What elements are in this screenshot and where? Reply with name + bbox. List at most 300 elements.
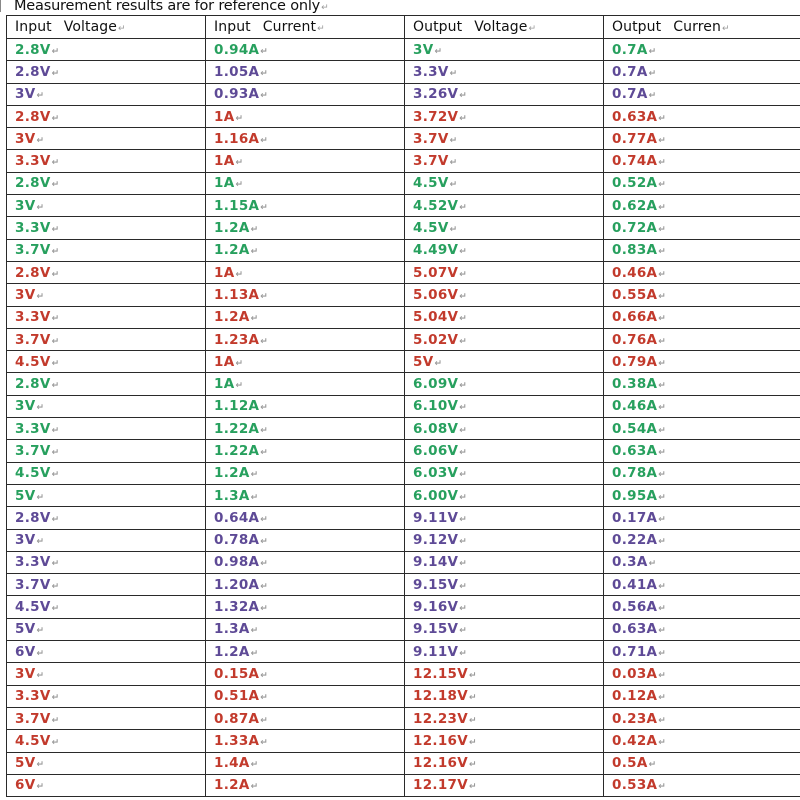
paragraph-mark-icon: ↵: [459, 314, 468, 325]
output-voltage-cell: [405, 39, 604, 61]
input-current-cell: [206, 172, 405, 194]
input-voltage-cell: [7, 484, 206, 506]
output-voltage-cell: [405, 551, 604, 573]
cell-value: 5.04V: [413, 309, 459, 326]
output-current-cell: [604, 217, 800, 239]
input-current-cell: [206, 641, 405, 663]
output-voltage-cell: [405, 596, 604, 618]
input-voltage-cell: [7, 395, 206, 417]
paragraph-mark-icon: ↵: [648, 559, 657, 570]
header-label: Output Voltage: [413, 19, 528, 35]
cell-value: 3V: [15, 665, 36, 682]
paragraph-mark-icon: ↵: [468, 715, 477, 726]
input-voltage-cell: [7, 551, 206, 573]
input-current-cell: [206, 596, 405, 618]
cell-value: 1.4A: [214, 755, 250, 772]
cell-value: 2.8V: [15, 264, 51, 281]
output-current-cell: [604, 707, 800, 729]
output-voltage-cell: [405, 61, 604, 83]
cell-value: 0.54A: [612, 420, 658, 437]
output-current-cell: [604, 663, 800, 685]
table-row: [7, 217, 800, 239]
output-voltage-cell: [405, 351, 604, 373]
paragraph-mark-icon: ↵: [658, 403, 667, 414]
paragraph-mark-icon: ↵: [658, 381, 667, 392]
paragraph-mark-icon: ↵: [449, 135, 458, 146]
output-voltage-cell: [405, 462, 604, 484]
output-voltage-cell: [405, 730, 604, 752]
output-voltage-cell: [405, 774, 604, 796]
output-voltage-cell: [405, 217, 604, 239]
paragraph-mark-icon: ↵: [658, 470, 667, 481]
table-row: [7, 172, 800, 194]
paragraph-mark-icon: ↵: [250, 314, 259, 325]
paragraph-mark-icon: ↵: [260, 604, 269, 615]
paragraph-mark-icon: ↵: [51, 715, 60, 726]
paragraph-mark-icon: ↵: [51, 358, 60, 369]
paragraph-mark-icon: ↵: [459, 202, 468, 213]
paragraph-mark-icon: ↵: [260, 291, 269, 302]
cell-value: 1.2A: [214, 220, 250, 237]
cell-value: 6.06V: [413, 442, 459, 459]
paragraph-mark-icon: ↵: [648, 68, 657, 79]
cell-value: 0.46A: [612, 398, 658, 415]
paragraph-mark-icon: ↵: [658, 737, 667, 748]
cell-value: 0.55A: [612, 286, 658, 303]
table-row: [7, 284, 800, 306]
cell-value: 0.78A: [214, 532, 260, 549]
paragraph-mark-icon: ↵: [51, 113, 60, 124]
input-voltage-cell: [7, 128, 206, 150]
paragraph-mark-icon: ↵: [51, 604, 60, 615]
cell-value: 12.23V: [413, 710, 468, 727]
input-current-cell: [206, 730, 405, 752]
cell-value: 9.15V: [413, 576, 459, 593]
output-current-cell: [604, 105, 800, 127]
header-row: [7, 16, 800, 39]
output-voltage-cell: [405, 306, 604, 328]
cell-value: 5V: [413, 353, 434, 370]
paragraph-mark-icon: ↵: [434, 358, 443, 369]
paragraph-mark-icon: ↵: [51, 180, 60, 191]
paragraph-mark-icon: ↵: [260, 559, 269, 570]
paragraph-mark-icon: ↵: [260, 670, 269, 681]
input-current-cell: [206, 128, 405, 150]
cell-value: 0.5A: [612, 755, 648, 772]
cell-value: 0.76A: [612, 331, 658, 348]
input-current-cell: [206, 105, 405, 127]
paragraph-mark-icon: ↵: [36, 760, 45, 771]
paragraph-mark-icon: ↵: [36, 670, 45, 681]
paragraph-mark-icon: ↵: [459, 648, 468, 659]
cell-value: 0.51A: [214, 688, 260, 705]
input-voltage-cell: [7, 663, 206, 685]
paragraph-mark-icon: ↵: [658, 626, 667, 637]
paragraph-mark-icon: ↵: [449, 180, 458, 191]
cell-value: 1.13A: [214, 286, 260, 303]
cell-value: 3.7V: [15, 576, 51, 593]
paragraph-mark-icon: ↵: [51, 381, 60, 392]
cell-value: 4.5V: [413, 175, 449, 192]
table-row: [7, 707, 800, 729]
cell-value: 1.2A: [214, 242, 250, 259]
cell-value: 1A: [214, 153, 235, 170]
paragraph-mark-icon: ↵: [36, 135, 45, 146]
output-voltage-cell: [405, 150, 604, 172]
cell-value: 4.5V: [15, 599, 51, 616]
output-current-cell: [604, 596, 800, 618]
paragraph-mark-icon: ↵: [260, 737, 269, 748]
paragraph-mark-icon: ↵: [658, 314, 667, 325]
paragraph-mark-icon: ↵: [528, 24, 537, 34]
input-voltage-cell: [7, 707, 206, 729]
cell-value: 6.10V: [413, 398, 459, 415]
paragraph-mark-icon: ↵: [36, 91, 45, 102]
cell-value: 9.12V: [413, 532, 459, 549]
output-voltage-cell: [405, 484, 604, 506]
cell-value: 6.08V: [413, 420, 459, 437]
input-current-cell: [206, 61, 405, 83]
cell-value: 0.79A: [612, 353, 658, 370]
paragraph-mark-icon: ↵: [260, 46, 269, 57]
output-voltage-cell: [405, 685, 604, 707]
cell-value: 1.33A: [214, 732, 260, 749]
cell-value: 9.16V: [413, 599, 459, 616]
paragraph-mark-icon: ↵: [51, 158, 60, 169]
input-voltage-cell: [7, 752, 206, 774]
table-row: [7, 529, 800, 551]
cell-value: 3.3V: [413, 63, 449, 80]
paragraph-mark-icon: ↵: [459, 425, 468, 436]
input-voltage-cell: [7, 105, 206, 127]
output-voltage-cell: [405, 172, 604, 194]
table-row: [7, 83, 800, 105]
input-current-cell: [206, 529, 405, 551]
cell-value: 1.05A: [214, 63, 260, 80]
input-voltage-cell: [7, 529, 206, 551]
paragraph-mark-icon: ↵: [260, 91, 269, 102]
paragraph-mark-icon: ↵: [459, 269, 468, 280]
paragraph-mark-icon: ↵: [51, 68, 60, 79]
paragraph-mark-icon: ↵: [449, 225, 458, 236]
paragraph-mark-icon: ↵: [658, 358, 667, 369]
cell-value: 0.78A: [612, 465, 658, 482]
cell-value: 1.20A: [214, 576, 260, 593]
input-voltage-cell: [7, 574, 206, 596]
input-current-cell: [206, 39, 405, 61]
paragraph-mark-icon: ↵: [468, 670, 477, 681]
input-voltage-cell: [7, 730, 206, 752]
paragraph-mark-icon: ↵: [459, 247, 468, 258]
paragraph-mark-icon: ↵: [658, 291, 667, 302]
output-current-cell: [604, 306, 800, 328]
cell-value: 6V: [15, 777, 36, 794]
cell-value: 2.8V: [15, 41, 51, 58]
input-current-cell: [206, 351, 405, 373]
table-row: [7, 462, 800, 484]
cell-value: 0.7A: [612, 41, 648, 58]
cell-value: 3V: [15, 398, 36, 415]
cell-value: 0.38A: [612, 376, 658, 393]
output-current-cell: [604, 418, 800, 440]
paragraph-mark-icon: ↵: [51, 470, 60, 481]
output-current-cell: [604, 261, 800, 283]
paragraph-mark-icon: ↵: [250, 470, 259, 481]
input-current-cell: [206, 484, 405, 506]
cell-value: 0.63A: [612, 108, 658, 125]
header-input-voltage: [7, 16, 206, 39]
table-row: [7, 373, 800, 395]
paragraph-mark-icon: ↵: [117, 24, 126, 34]
cell-value: 3.7V: [413, 130, 449, 147]
table-row: [7, 507, 800, 529]
input-voltage-cell: [7, 306, 206, 328]
paragraph-mark-icon: ↵: [36, 537, 45, 548]
paragraph-mark-icon: ↵: [36, 403, 45, 414]
cell-value: 0.7A: [612, 86, 648, 103]
output-current-cell: [604, 328, 800, 350]
output-voltage-cell: [405, 128, 604, 150]
input-voltage-cell: [7, 328, 206, 350]
cell-value: 6.09V: [413, 376, 459, 393]
paragraph-mark-icon: ↵: [468, 693, 477, 704]
cell-value: 0.7A: [612, 63, 648, 80]
paragraph-mark-icon: ↵: [250, 760, 259, 771]
output-current-cell: [604, 373, 800, 395]
cell-value: 0.23A: [612, 710, 658, 727]
input-current-cell: [206, 774, 405, 796]
cell-value: 0.42A: [612, 732, 658, 749]
input-voltage-cell: [7, 507, 206, 529]
caption-text: Measurement results are for reference only: [14, 0, 321, 14]
cell-value: 9.11V: [413, 643, 459, 660]
paragraph-mark-icon: ↵: [260, 581, 269, 592]
header-label: Input Current: [214, 19, 317, 35]
paragraph-mark-icon: ↵: [459, 537, 468, 548]
paragraph-mark-icon: ↵: [459, 91, 468, 102]
output-current-cell: [604, 685, 800, 707]
paragraph-mark-icon: ↵: [51, 247, 60, 258]
paragraph-mark-icon: ↵: [658, 604, 667, 615]
paragraph-mark-icon: ↵: [459, 381, 468, 392]
output-voltage-cell: [405, 328, 604, 350]
output-voltage-cell: [405, 239, 604, 261]
input-voltage-cell: [7, 61, 206, 83]
cell-value: 5V: [15, 487, 36, 504]
output-current-cell: [604, 774, 800, 796]
table-row: [7, 730, 800, 752]
paragraph-mark-icon: ↵: [658, 648, 667, 659]
cell-value: 0.72A: [612, 220, 658, 237]
input-voltage-cell: [7, 462, 206, 484]
cell-value: 12.18V: [413, 688, 468, 705]
paragraph-mark-icon: ↵: [449, 158, 458, 169]
cell-value: 3.26V: [413, 86, 459, 103]
cell-value: 3V: [15, 532, 36, 549]
output-current-cell: [604, 83, 800, 105]
cell-value: 0.62A: [612, 197, 658, 214]
output-current-cell: [604, 752, 800, 774]
cell-value: 1A: [214, 264, 235, 281]
table-row: [7, 61, 800, 83]
input-voltage-cell: [7, 373, 206, 395]
cell-value: 3.3V: [15, 554, 51, 571]
paragraph-mark-icon: ↵: [459, 470, 468, 481]
paragraph-mark-icon: ↵: [658, 180, 667, 191]
cell-value: 3V: [15, 86, 36, 103]
cell-value: 4.5V: [413, 220, 449, 237]
paragraph-mark-icon: ↵: [260, 715, 269, 726]
input-current-cell: [206, 395, 405, 417]
output-current-cell: [604, 551, 800, 573]
cell-value: 12.15V: [413, 665, 468, 682]
output-current-cell: [604, 440, 800, 462]
paragraph-mark-icon: ↵: [648, 91, 657, 102]
paragraph-mark-icon: ↵: [260, 425, 269, 436]
paragraph-mark-icon: ↵: [658, 581, 667, 592]
table-row: [7, 663, 800, 685]
output-voltage-cell: [405, 574, 604, 596]
cell-value: 0.46A: [612, 264, 658, 281]
output-current-cell: [604, 574, 800, 596]
cell-value: 1.15A: [214, 197, 260, 214]
paragraph-mark-icon: ↵: [260, 537, 269, 548]
cell-value: 5.02V: [413, 331, 459, 348]
input-voltage-cell: [7, 774, 206, 796]
table-row: [7, 774, 800, 796]
cell-value: 6.03V: [413, 465, 459, 482]
output-voltage-cell: [405, 618, 604, 640]
input-current-cell: [206, 195, 405, 217]
input-voltage-cell: [7, 418, 206, 440]
paragraph-mark-icon: ↵: [658, 247, 667, 258]
paragraph-mark-icon: ↵: [648, 760, 657, 771]
input-current-cell: [206, 618, 405, 640]
cell-value: 0.87A: [214, 710, 260, 727]
input-voltage-cell: [7, 83, 206, 105]
cell-value: 2.8V: [15, 509, 51, 526]
output-voltage-cell: [405, 529, 604, 551]
output-voltage-cell: [405, 707, 604, 729]
output-voltage-cell: [405, 440, 604, 462]
paragraph-mark-icon: ↵: [658, 492, 667, 503]
header-label: Output Curren: [612, 19, 721, 35]
paragraph-mark-icon: ↵: [658, 514, 667, 525]
cell-value: 1.23A: [214, 331, 260, 348]
cell-value: 0.93A: [214, 86, 260, 103]
paragraph-mark-icon: ↵: [721, 24, 730, 34]
paragraph-mark-icon: ↵: [321, 3, 329, 13]
paragraph-mark-icon: ↵: [36, 782, 45, 793]
input-voltage-cell: [7, 596, 206, 618]
input-current-cell: [206, 507, 405, 529]
cell-value: 1.3A: [214, 621, 250, 638]
cell-value: 3V: [413, 41, 434, 58]
cell-value: 2.8V: [15, 175, 51, 192]
cell-value: 1.2A: [214, 309, 250, 326]
input-current-cell: [206, 328, 405, 350]
header-output-voltage: [405, 16, 604, 39]
table-row: [7, 395, 800, 417]
cell-value: 0.66A: [612, 309, 658, 326]
input-current-cell: [206, 418, 405, 440]
cell-value: 1.2A: [214, 465, 250, 482]
table-row: [7, 440, 800, 462]
output-current-cell: [604, 39, 800, 61]
table-row: [7, 596, 800, 618]
measurement-table: [6, 15, 800, 797]
output-current-cell: [604, 239, 800, 261]
cell-value: 0.15A: [214, 665, 260, 682]
cell-value: 2.8V: [15, 108, 51, 125]
cell-value: 6V: [15, 643, 36, 660]
paragraph-mark-icon: ↵: [459, 604, 468, 615]
input-voltage-cell: [7, 150, 206, 172]
output-current-cell: [604, 641, 800, 663]
output-current-cell: [604, 150, 800, 172]
paragraph-mark-icon: ↵: [235, 180, 244, 191]
paragraph-mark-icon: ↵: [260, 447, 269, 458]
table-body: [7, 39, 800, 797]
cell-value: 3.3V: [15, 420, 51, 437]
paragraph-mark-icon: ↵: [658, 113, 667, 124]
paragraph-mark-icon: ↵: [260, 68, 269, 79]
input-voltage-cell: [7, 685, 206, 707]
paragraph-mark-icon: ↵: [658, 782, 667, 793]
cell-value: 1.22A: [214, 420, 260, 437]
cell-value: 0.12A: [612, 688, 658, 705]
output-voltage-cell: [405, 83, 604, 105]
output-current-cell: [604, 462, 800, 484]
cell-value: 12.16V: [413, 755, 468, 772]
paragraph-mark-icon: ↵: [317, 24, 325, 34]
output-voltage-cell: [405, 663, 604, 685]
output-current-cell: [604, 618, 800, 640]
cell-value: 0.63A: [612, 621, 658, 638]
cell-value: 1.32A: [214, 599, 260, 616]
paragraph-mark-icon: ↵: [36, 492, 45, 503]
table-row: [7, 328, 800, 350]
paragraph-mark-icon: ↵: [51, 314, 60, 325]
cell-value: 0.95A: [612, 487, 658, 504]
output-voltage-cell: [405, 507, 604, 529]
cell-value: 4.5V: [15, 353, 51, 370]
cell-value: 0.71A: [612, 643, 658, 660]
table-row: [7, 150, 800, 172]
cell-value: 1A: [214, 108, 235, 125]
paragraph-mark-icon: ↵: [250, 626, 259, 637]
cell-value: 3.3V: [15, 688, 51, 705]
cell-value: 3V: [15, 197, 36, 214]
cell-value: 0.03A: [612, 665, 658, 682]
paragraph-mark-icon: ↵: [459, 559, 468, 570]
paragraph-mark-icon: ↵: [260, 336, 269, 347]
paragraph-mark-icon: ↵: [235, 358, 244, 369]
cell-value: 3V: [15, 286, 36, 303]
output-current-cell: [604, 529, 800, 551]
input-current-cell: [206, 261, 405, 283]
paragraph-mark-icon: ↵: [459, 336, 468, 347]
paragraph-mark-icon: ↵: [468, 760, 477, 771]
table-row: [7, 574, 800, 596]
output-current-cell: [604, 195, 800, 217]
table-row: [7, 351, 800, 373]
header-label: Input Voltage: [15, 19, 117, 35]
input-voltage-cell: [7, 641, 206, 663]
paragraph-mark-icon: ↵: [51, 581, 60, 592]
input-current-cell: [206, 284, 405, 306]
paragraph-mark-icon: ↵: [459, 492, 468, 503]
